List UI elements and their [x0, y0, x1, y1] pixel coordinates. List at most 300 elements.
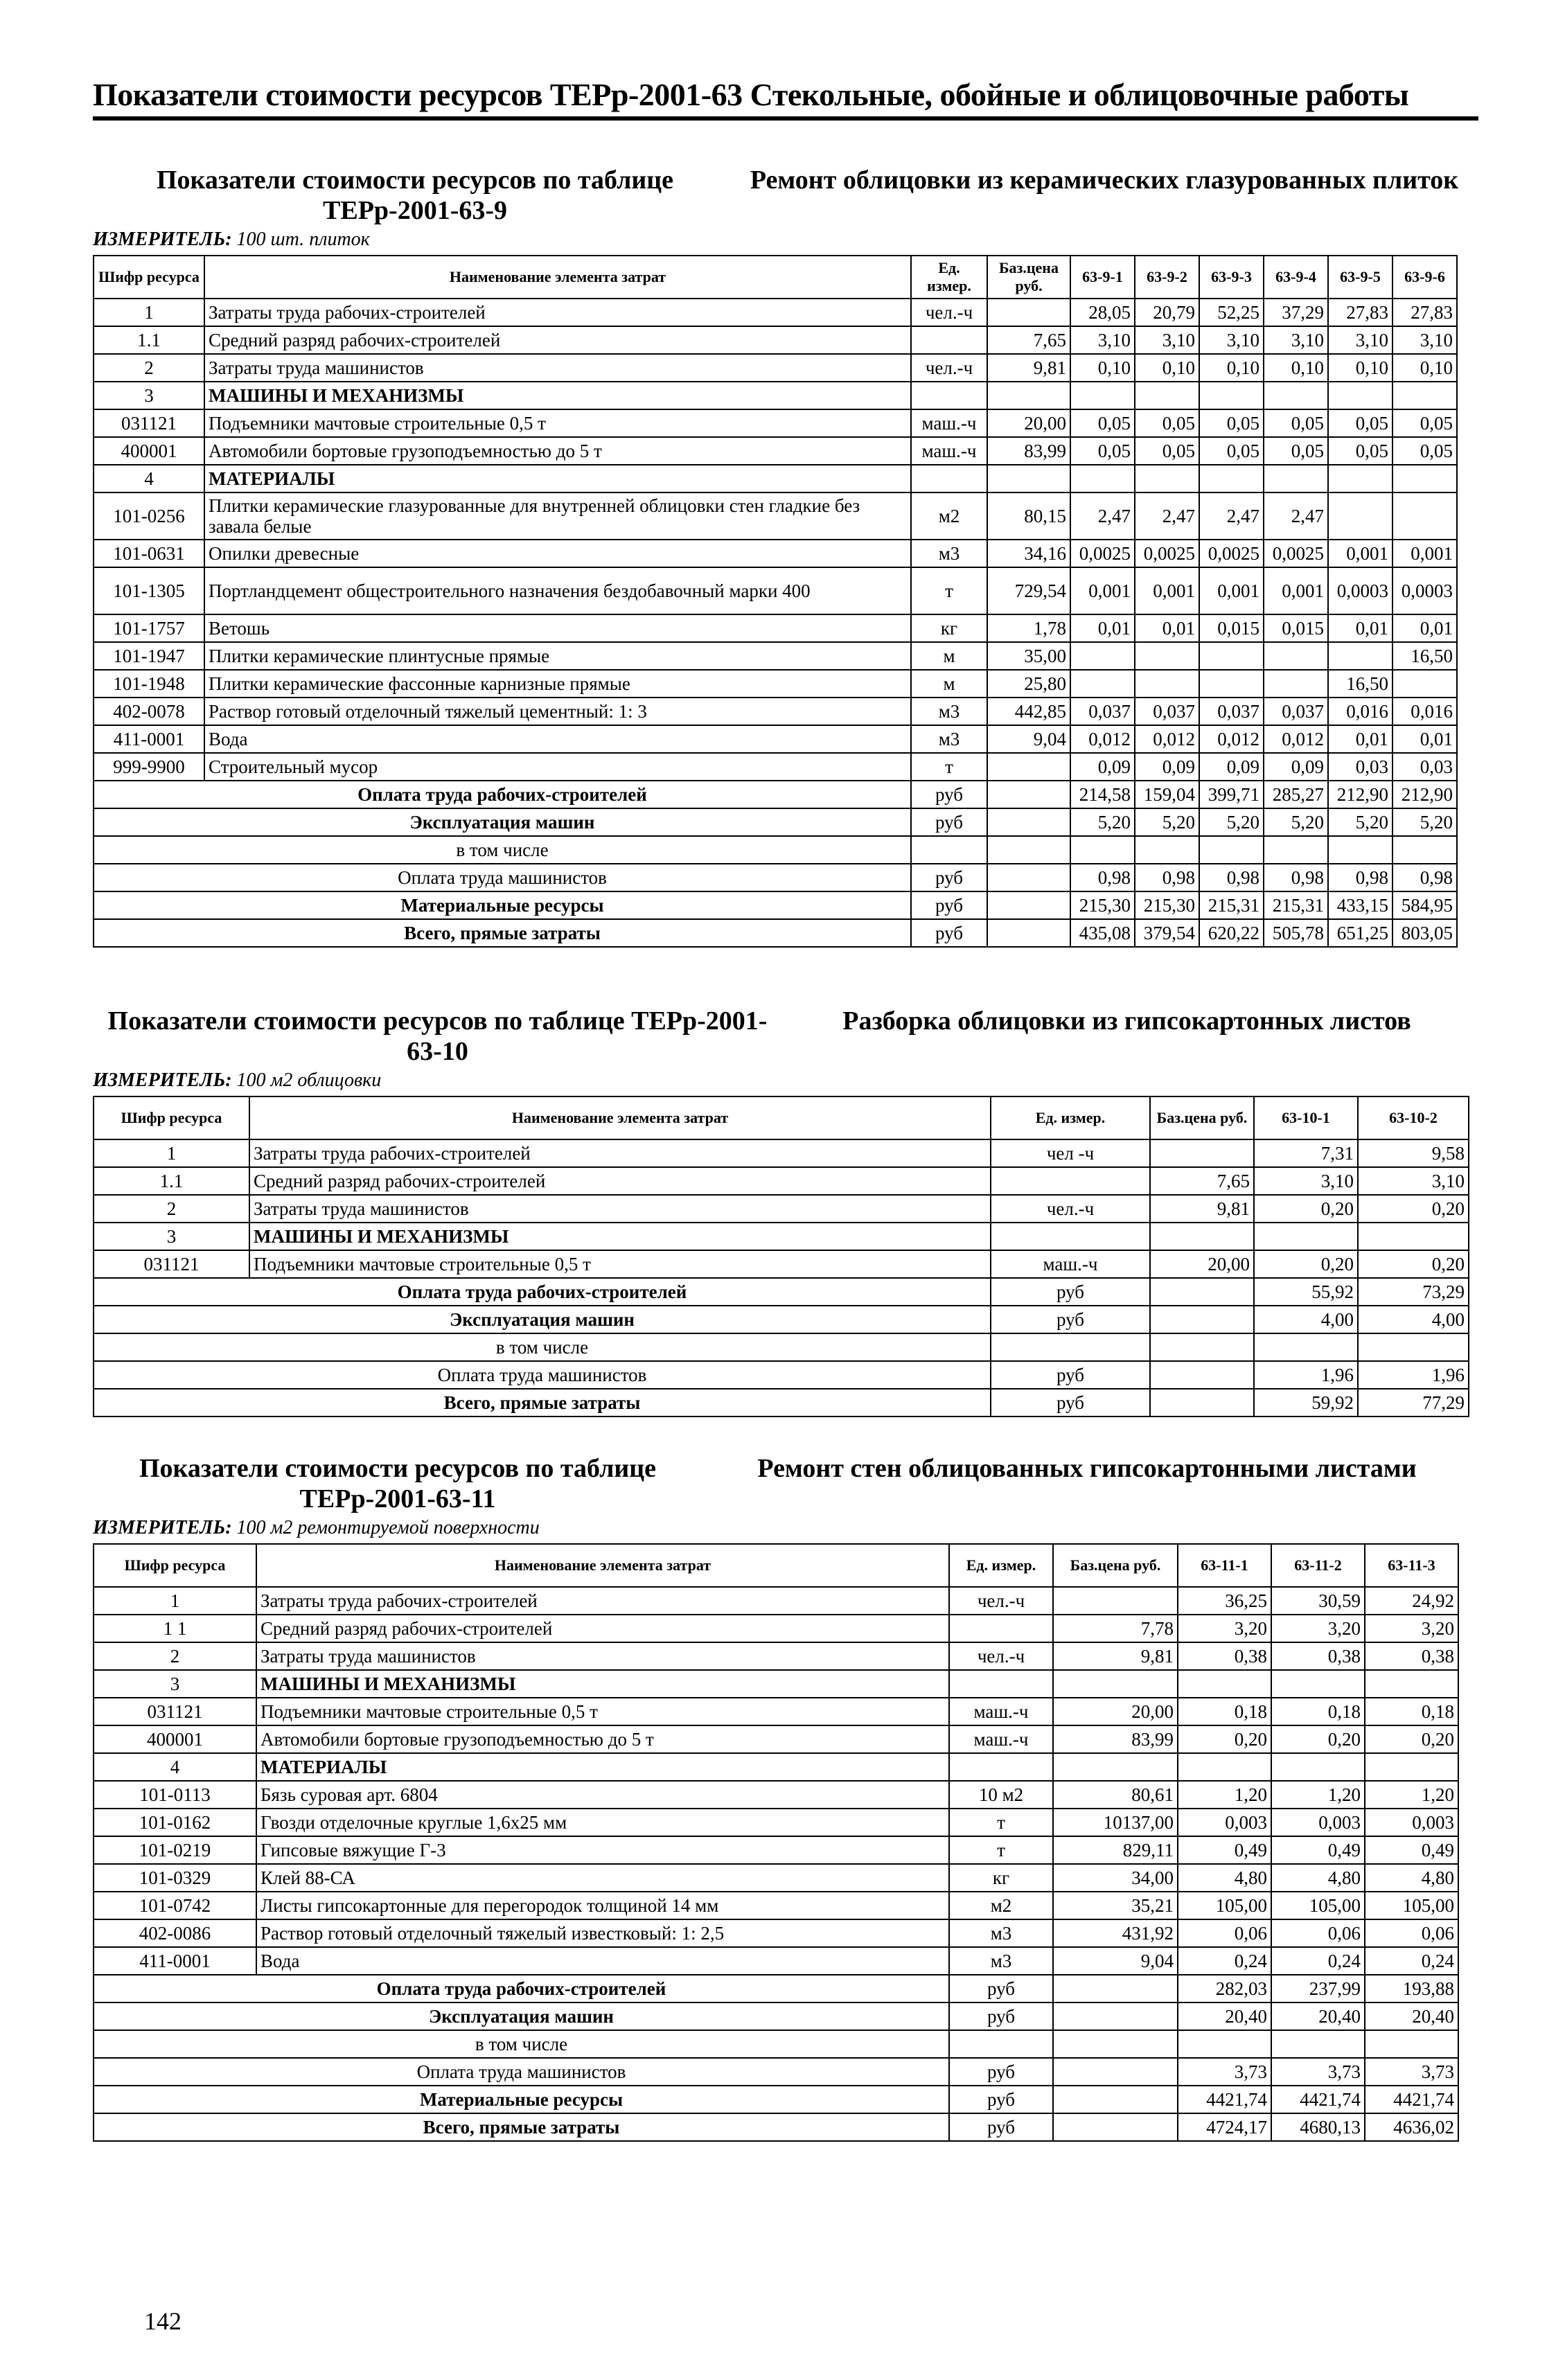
row-label: Всего, прямые затраты — [94, 2113, 949, 2141]
row-label: Материальные ресурсы — [94, 891, 911, 919]
column-header: 63-11-1 — [1178, 1544, 1271, 1587]
value-cell: 0,18 — [1178, 1698, 1271, 1725]
resource-name: Автомобили бортовые грузоподъемностью до 5 т — [204, 437, 911, 465]
value-cell: 5,20 — [1392, 808, 1457, 836]
table-row — [94, 1947, 1458, 1975]
unit-cell: м2 — [911, 492, 987, 540]
row-label: в том числе — [94, 2030, 949, 2058]
value-cell: 0,98 — [1328, 864, 1392, 891]
value-cell — [1070, 382, 1135, 409]
base-price — [1150, 1139, 1254, 1167]
section-63-9 — [93, 165, 1471, 948]
value-cell — [1365, 2030, 1458, 2058]
unit-cell: м — [911, 670, 987, 698]
value-cell: 0,49 — [1271, 1836, 1365, 1864]
value-cell: 0,03 — [1328, 753, 1392, 781]
value-cell: 0,20 — [1254, 1195, 1358, 1223]
unit-cell: руб — [991, 1278, 1150, 1306]
unit-cell: чел -ч — [991, 1139, 1150, 1167]
value-cell — [1254, 1223, 1358, 1250]
table-row — [94, 1615, 1458, 1642]
value-cell: 20,40 — [1271, 2002, 1365, 2030]
unit-cell: чел.-ч — [949, 1642, 1053, 1670]
resource-code: 101-0631 — [94, 540, 204, 567]
base-price — [987, 465, 1070, 492]
row-label: Материальные ресурсы — [94, 2086, 949, 2113]
unit-cell — [991, 1333, 1150, 1361]
unit-cell — [949, 1753, 1053, 1781]
value-cell: 282,03 — [1178, 1975, 1271, 2002]
value-cell — [1271, 1670, 1365, 1698]
table-row — [94, 2030, 1458, 2058]
table-row — [94, 354, 1457, 382]
resource-code: 1 1 — [94, 1615, 256, 1642]
value-cell: 399,71 — [1199, 781, 1264, 808]
value-cell: 215,30 — [1135, 891, 1199, 919]
value-cell — [1135, 465, 1199, 492]
value-cell: 0,06 — [1178, 1919, 1271, 1947]
value-cell: 0,09 — [1199, 753, 1264, 781]
value-cell: 159,04 — [1135, 781, 1199, 808]
value-cell: 435,08 — [1070, 919, 1135, 947]
value-cell: 285,27 — [1264, 781, 1328, 808]
value-cell: 1,20 — [1178, 1781, 1271, 1809]
unit-cell: руб — [991, 1389, 1150, 1417]
value-cell — [1392, 670, 1457, 698]
value-cell: 105,00 — [1178, 1892, 1271, 1919]
value-cell: 0,05 — [1264, 409, 1328, 437]
column-header: Баз.цена руб. — [1150, 1096, 1254, 1139]
value-cell: 0,09 — [1135, 753, 1199, 781]
resource-name: Листы гипсокартонные для перегородок толщиной 14 мм — [256, 1892, 949, 1919]
value-cell: 1,20 — [1365, 1781, 1458, 1809]
base-price — [1053, 2113, 1178, 2141]
resource-name: Подъемники мачтовые строительные 0,5 т — [204, 409, 911, 437]
value-cell: 0,05 — [1199, 437, 1264, 465]
value-cell — [1264, 836, 1328, 864]
section-title-left: Показатели стоимости ресурсов по таблице ТЕРр-2001-63-11 — [139, 1454, 657, 1513]
value-cell: 379,54 — [1135, 919, 1199, 947]
table-row — [94, 1864, 1458, 1892]
value-cell: 4,80 — [1365, 1864, 1458, 1892]
value-cell: 505,78 — [1264, 919, 1328, 947]
value-cell: 4,80 — [1271, 1864, 1365, 1892]
value-cell: 237,99 — [1271, 1975, 1365, 2002]
value-cell: 0,09 — [1070, 753, 1135, 781]
table-row — [94, 1975, 1458, 2002]
table-row — [94, 808, 1457, 836]
value-cell: 77,29 — [1358, 1389, 1469, 1417]
base-price: 9,81 — [987, 354, 1070, 382]
resource-name: Подъемники мачтовые строительные 0,5 т — [256, 1698, 949, 1725]
row-label: Всего, прямые затраты — [94, 1389, 991, 1417]
unit-cell: чел.-ч — [949, 1587, 1053, 1615]
resource-code: 402-0078 — [94, 698, 204, 725]
resource-code: 101-1305 — [94, 567, 204, 614]
value-cell: 0,003 — [1271, 1809, 1365, 1836]
value-cell: 193,88 — [1365, 1975, 1458, 2002]
table-row — [94, 1919, 1458, 1947]
column-header: 63-9-3 — [1199, 256, 1264, 299]
unit-cell: м2 — [949, 1892, 1053, 1919]
value-cell: 37,29 — [1264, 299, 1328, 326]
unit-cell: 10 м2 — [949, 1781, 1053, 1809]
value-cell: 620,22 — [1199, 919, 1264, 947]
base-price — [987, 891, 1070, 919]
table-row — [94, 540, 1457, 567]
value-cell — [1328, 642, 1392, 670]
value-cell: 4421,74 — [1271, 2086, 1365, 2113]
value-cell: 0,38 — [1178, 1642, 1271, 1670]
base-price — [1053, 2030, 1178, 2058]
table-row — [94, 1809, 1458, 1836]
resource-name: Затраты труда машинистов — [204, 354, 911, 382]
base-price — [1053, 2002, 1178, 2030]
resource-name: Затраты труда машинистов — [256, 1642, 949, 1670]
value-cell: 0,05 — [1199, 409, 1264, 437]
column-header: Ед. измер. — [949, 1544, 1053, 1587]
table-row — [94, 1725, 1458, 1753]
base-price: 20,00 — [1150, 1250, 1254, 1278]
value-cell: 0,49 — [1178, 1836, 1271, 1864]
unit-cell — [911, 836, 987, 864]
value-cell: 20,79 — [1135, 299, 1199, 326]
row-label: Оплата труда рабочих-строителей — [94, 781, 911, 808]
value-cell: 0,05 — [1392, 437, 1457, 465]
value-cell: 0,06 — [1365, 1919, 1458, 1947]
value-cell: 0,24 — [1178, 1947, 1271, 1975]
resource-table — [93, 255, 1458, 948]
value-cell: 0,05 — [1135, 437, 1199, 465]
resource-code: 411-0001 — [94, 1947, 256, 1975]
value-cell: 0,20 — [1358, 1195, 1469, 1223]
table-row — [94, 1753, 1458, 1781]
resource-name: Средний разряд рабочих-строителей — [256, 1615, 949, 1642]
value-cell: 0,98 — [1135, 864, 1199, 891]
table-row — [94, 836, 1457, 864]
value-cell: 4,00 — [1358, 1306, 1469, 1333]
unit-cell — [911, 465, 987, 492]
measure-unit: ИЗМЕРИТЕЛЬ: 100 м2 ремонтируемой поверхности — [93, 1517, 540, 1538]
base-price: 10137,00 — [1053, 1809, 1178, 1836]
unit-cell: кг — [911, 614, 987, 642]
value-cell: 0,20 — [1365, 1725, 1458, 1753]
value-cell: 0,20 — [1254, 1250, 1358, 1278]
value-cell: 1,20 — [1271, 1781, 1365, 1809]
base-price: 431,92 — [1053, 1919, 1178, 1947]
value-cell: 59,92 — [1254, 1389, 1358, 1417]
value-cell: 5,20 — [1199, 808, 1264, 836]
table-row — [94, 919, 1457, 947]
resource-name: Ветошь — [204, 614, 911, 642]
resource-code: 101-1947 — [94, 642, 204, 670]
value-cell: 215,31 — [1199, 891, 1264, 919]
resource-code: 101-0219 — [94, 1836, 256, 1864]
value-cell: 3,73 — [1365, 2058, 1458, 2086]
base-price: 34,16 — [987, 540, 1070, 567]
resource-name: Портландцемент общестроительного назначения бездобавочный марки 400 — [204, 567, 911, 614]
resource-name: Затраты труда машинистов — [249, 1195, 991, 1223]
row-label: Оплата труда машинистов — [94, 2058, 949, 2086]
value-cell: 0,037 — [1264, 698, 1328, 725]
value-cell: 36,25 — [1178, 1587, 1271, 1615]
resource-code: 101-1948 — [94, 670, 204, 698]
unit-cell: м3 — [911, 698, 987, 725]
value-cell: 2,47 — [1264, 492, 1328, 540]
value-cell: 0,0003 — [1328, 567, 1392, 614]
table-row — [94, 465, 1457, 492]
value-cell: 1,96 — [1254, 1361, 1358, 1389]
resource-code: 4 — [94, 465, 204, 492]
column-header: Шифр ресурса — [94, 1096, 249, 1139]
value-cell — [1264, 382, 1328, 409]
value-cell: 0,20 — [1358, 1250, 1469, 1278]
base-price — [1150, 1306, 1254, 1333]
resource-code: 101-0162 — [94, 1809, 256, 1836]
value-cell: 5,20 — [1135, 808, 1199, 836]
table-row — [94, 437, 1457, 465]
unit-cell — [911, 382, 987, 409]
unit-cell: руб — [911, 864, 987, 891]
value-cell: 0,01 — [1328, 725, 1392, 753]
value-cell: 0,01 — [1392, 614, 1457, 642]
value-cell: 0,01 — [1070, 614, 1135, 642]
value-cell — [1328, 492, 1392, 540]
base-price — [1053, 1587, 1178, 1615]
column-header: 63-10-1 — [1254, 1096, 1358, 1139]
value-cell: 0,001 — [1199, 567, 1264, 614]
value-cell: 52,25 — [1199, 299, 1264, 326]
section-title-left: Показатели стоимости ресурсов по таблице ТЕРр-2001-63-10 — [107, 1006, 768, 1066]
value-cell — [1365, 1670, 1458, 1698]
unit-cell: руб — [911, 919, 987, 947]
value-cell: 0,24 — [1271, 1947, 1365, 1975]
value-cell: 4636,02 — [1365, 2113, 1458, 2141]
column-header: 63-9-6 — [1392, 256, 1457, 299]
base-price — [1053, 1670, 1178, 1698]
unit-cell — [991, 1223, 1150, 1250]
value-cell: 0,037 — [1135, 698, 1199, 725]
unit-cell: руб — [949, 2002, 1053, 2030]
resource-name: Затраты труда рабочих-строителей — [249, 1139, 991, 1167]
section-title-left: Показатели стоимости ресурсов по таблице ТЕРр-2001-63-9 — [156, 166, 674, 225]
section-title — [93, 1453, 1471, 1514]
resource-name: Средний разряд рабочих-строителей — [204, 326, 911, 354]
section-63-10 — [93, 1006, 1471, 1417]
value-cell: 27,83 — [1392, 299, 1457, 326]
value-cell: 3,10 — [1358, 1167, 1469, 1195]
value-cell: 3,20 — [1365, 1615, 1458, 1642]
base-price — [1150, 1361, 1254, 1389]
value-cell: 4724,17 — [1178, 2113, 1271, 2141]
value-cell: 0,05 — [1070, 437, 1135, 465]
table-row — [94, 1223, 1469, 1250]
resource-name: Гвозди отделочные круглые 1,6х25 мм — [256, 1809, 949, 1836]
table-row — [94, 864, 1457, 891]
base-price — [1150, 1333, 1254, 1361]
page-number: 142 — [144, 2307, 182, 2335]
base-price — [987, 836, 1070, 864]
base-price — [987, 753, 1070, 781]
value-cell: 0,10 — [1070, 354, 1135, 382]
base-price: 7,78 — [1053, 1615, 1178, 1642]
unit-cell: чел.-ч — [911, 354, 987, 382]
value-cell: 55,92 — [1254, 1278, 1358, 1306]
unit-cell: т — [911, 567, 987, 614]
section-63-11 — [93, 1453, 1471, 2142]
resource-name: МАТЕРИАЛЫ — [256, 1753, 949, 1781]
resource-code: 1.1 — [94, 1167, 249, 1195]
value-cell: 0,09 — [1264, 753, 1328, 781]
value-cell: 0,0025 — [1264, 540, 1328, 567]
value-cell: 105,00 — [1365, 1892, 1458, 1919]
resource-code: 4 — [94, 1753, 256, 1781]
value-cell: 3,73 — [1178, 2058, 1271, 2086]
value-cell: 5,20 — [1328, 808, 1392, 836]
column-header: Наименование элемента затрат — [256, 1544, 949, 1587]
resource-code: 411-0001 — [94, 725, 204, 753]
resource-code: 3 — [94, 382, 204, 409]
unit-cell — [949, 1615, 1053, 1642]
base-price — [987, 864, 1070, 891]
unit-cell: чел.-ч — [991, 1195, 1150, 1223]
table-header — [94, 1096, 1469, 1139]
unit-cell: м — [911, 642, 987, 670]
resource-name: МАТЕРИАЛЫ — [204, 465, 911, 492]
value-cell: 0,38 — [1271, 1642, 1365, 1670]
table-row — [94, 753, 1457, 781]
base-price — [1150, 1389, 1254, 1417]
resource-table — [93, 1543, 1459, 2142]
table-row — [94, 1587, 1458, 1615]
resource-name: Средний разряд рабочих-строителей — [249, 1167, 991, 1195]
value-cell: 2,47 — [1135, 492, 1199, 540]
resource-code: 400001 — [94, 437, 204, 465]
unit-cell: т — [949, 1836, 1053, 1864]
value-cell: 0,10 — [1328, 354, 1392, 382]
resource-name: МАШИНЫ И МЕХАНИЗМЫ — [204, 382, 911, 409]
value-cell: 212,90 — [1328, 781, 1392, 808]
base-price: 83,99 — [987, 437, 1070, 465]
column-header: 63-10-2 — [1358, 1096, 1469, 1139]
value-cell — [1135, 382, 1199, 409]
value-cell: 2,47 — [1199, 492, 1264, 540]
value-cell: 0,10 — [1135, 354, 1199, 382]
value-cell: 4,80 — [1178, 1864, 1271, 1892]
table-row — [94, 670, 1457, 698]
resource-code: 101-1757 — [94, 614, 204, 642]
base-price: 83,99 — [1053, 1725, 1178, 1753]
value-cell — [1392, 836, 1457, 864]
unit-cell: чел.-ч — [911, 299, 987, 326]
section-title-right: Ремонт облицовки из керамических глазурованных плиток — [750, 166, 1459, 195]
table-header — [94, 256, 1457, 299]
value-cell — [1070, 836, 1135, 864]
unit-cell: м3 — [949, 1919, 1053, 1947]
resource-name: Клей 88-СА — [256, 1864, 949, 1892]
base-price: 35,21 — [1053, 1892, 1178, 1919]
table-row — [94, 1642, 1458, 1670]
unit-cell: маш.-ч — [911, 409, 987, 437]
value-cell: 0,001 — [1264, 567, 1328, 614]
column-header: Ед. измер. — [911, 256, 987, 299]
header-rule — [93, 116, 1478, 121]
resource-code: 1.1 — [94, 326, 204, 354]
value-cell — [1199, 382, 1264, 409]
base-price — [987, 919, 1070, 947]
resource-name: Гипсовые вяжущие Г-3 — [256, 1836, 949, 1864]
value-cell: 0,05 — [1392, 409, 1457, 437]
resource-name: Плитки керамические глазурованные для внутренней облицовки стен гладкие без завала белые — [204, 492, 911, 540]
resource-name: Затраты труда рабочих-строителей — [204, 299, 911, 326]
value-cell: 4,00 — [1254, 1306, 1358, 1333]
column-header: Баз.цена руб. — [987, 256, 1070, 299]
value-cell: 0,20 — [1271, 1725, 1365, 1753]
value-cell: 16,50 — [1392, 642, 1457, 670]
base-price — [987, 781, 1070, 808]
value-cell: 0,01 — [1328, 614, 1392, 642]
value-cell: 0,037 — [1199, 698, 1264, 725]
page-header: Показатели стоимости ресурсов ТЕРр-2001-63 Стекольные, обойные и облицовочные работы — [93, 77, 1409, 112]
measure-unit: ИЗМЕРИТЕЛЬ: 100 шт. плиток — [93, 229, 370, 250]
row-label: Оплата труда рабочих-строителей — [94, 1278, 991, 1306]
value-cell: 0,015 — [1199, 614, 1264, 642]
base-price — [987, 808, 1070, 836]
value-cell: 0,05 — [1135, 409, 1199, 437]
value-cell — [1199, 642, 1264, 670]
value-cell — [1264, 670, 1328, 698]
column-header: 63-9-2 — [1135, 256, 1199, 299]
value-cell: 0,20 — [1178, 1725, 1271, 1753]
value-cell: 0,05 — [1328, 437, 1392, 465]
table-row — [94, 382, 1457, 409]
table-row — [94, 299, 1457, 326]
value-cell: 0,18 — [1271, 1698, 1365, 1725]
unit-cell: маш.-ч — [911, 437, 987, 465]
resource-code: 402-0086 — [94, 1919, 256, 1947]
resource-name: Автомобили бортовые грузоподъемностью до 5 т — [256, 1725, 949, 1753]
value-cell — [1070, 642, 1135, 670]
unit-cell: маш.-ч — [949, 1725, 1053, 1753]
value-cell: 0,001 — [1328, 540, 1392, 567]
value-cell: 0,98 — [1264, 864, 1328, 891]
value-cell — [1135, 642, 1199, 670]
value-cell — [1392, 492, 1457, 540]
value-cell: 4680,13 — [1271, 2113, 1365, 2141]
value-cell: 0,016 — [1328, 698, 1392, 725]
table-row — [94, 1195, 1469, 1223]
table-row — [94, 1333, 1469, 1361]
value-cell: 0,10 — [1199, 354, 1264, 382]
value-cell — [1271, 1753, 1365, 1781]
table-row — [94, 492, 1457, 540]
value-cell: 0,03 — [1392, 753, 1457, 781]
base-price: 9,04 — [987, 725, 1070, 753]
table-row — [94, 1306, 1469, 1333]
row-label: в том числе — [94, 836, 911, 864]
resource-name: Вода — [256, 1947, 949, 1975]
value-cell: 9,58 — [1358, 1139, 1469, 1167]
value-cell: 803,05 — [1392, 919, 1457, 947]
value-cell: 3,20 — [1178, 1615, 1271, 1642]
value-cell: 27,83 — [1328, 299, 1392, 326]
unit-cell: руб — [911, 808, 987, 836]
value-cell: 0,05 — [1264, 437, 1328, 465]
resource-name: МАШИНЫ И МЕХАНИЗМЫ — [249, 1223, 991, 1250]
value-cell: 212,90 — [1392, 781, 1457, 808]
column-header: 63-9-4 — [1264, 256, 1328, 299]
table-row — [94, 1250, 1469, 1278]
